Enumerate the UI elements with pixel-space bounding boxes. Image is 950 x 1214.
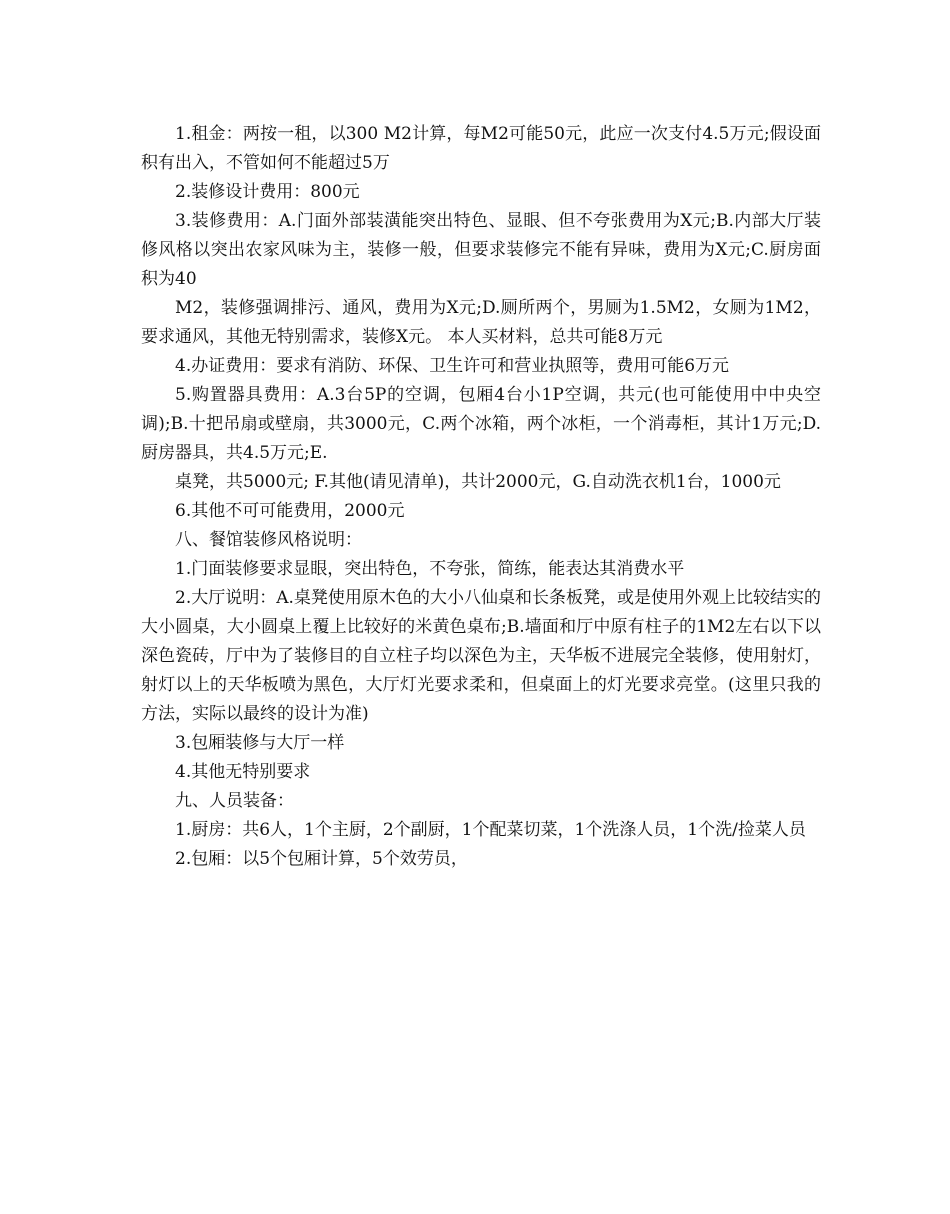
- paragraph-other-fee: 6.其他不可可能费用，2000元: [175, 501, 405, 521]
- paragraph-renovation-fee: 3.装修费用：A.门面外部装潢能突出特色、显眼、但不夸张费用为X元;B.内部大厅装修风格以突出农家风味为主，装修一般，但要求装修完不能有异味，费用为X元;C.厨房面积为40: [141, 211, 821, 289]
- paragraph-equipment-fee-cont: 桌凳，共5000元; F.其他(请见清单)，共计2000元，G.自动洗衣机1台，1000元: [175, 472, 781, 492]
- paragraph-kitchen-staff: 1.厨房：共6人，1个主厨，2个副厨，1个配菜切菜，1个洗涤人员，1个洗/捡菜人员: [175, 820, 806, 840]
- section-heading-staff: 九、人员装备：: [175, 791, 294, 811]
- paragraph-equipment-fee: 5.购置器具费用：A.3台5P的空调，包厢4台小1P空调，共元(也可能使用中中央空调);B.十把吊扇或壁扇，共3000元，C.两个冰箱，两个冰柜，一个消毒柜，其计1万元;D.厨房器具，共4.5万元;E.: [141, 385, 821, 463]
- paragraph-other-requirements: 4.其他无特别要求: [175, 762, 311, 782]
- paragraph-private-rooms: 3.包厢装修与大厅一样: [175, 733, 345, 753]
- paragraph-hall: 2.大厅说明：A.桌凳使用原木色的大小八仙桌和长条板凳，或是使用外观上比较结实的大小圆桌，大小圆桌上覆上比较好的米黄色桌布;B.墙面和厅中原有柱子的1M2左右以下以深色瓷砖，厅中为了装修目的自立柱子均以深色为主，天华板不进展完全装修，使用射灯，射灯以上的天华板喷为黑色，大厅灯光要求柔和，但桌面上的灯光要求亮堂。(这里只我的方法，实际以最终的设计为准): [141, 588, 821, 724]
- paragraph-rent: 1.租金：两按一租，以300 M2计算，每M2可能50元，此应一次支付4.5万元;假设面积有出入，不管如何不能超过5万: [141, 124, 821, 173]
- section-heading-style: 八、餐馆装修风格说明：: [175, 530, 362, 550]
- paragraph-facade: 1.门面装修要求显眼，突出特色，不夸张，简练，能表达其消费水平: [175, 559, 685, 579]
- paragraph-room-staff: 2.包厢：以5个包厢计算，5个效劳员，: [175, 849, 468, 869]
- document-body: [141, 120, 821, 874]
- paragraph-license-fee: 4.办证费用：要求有消防、环保、卫生许可和营业执照等，费用可能6万元: [175, 356, 730, 376]
- paragraph-renovation-fee-cont: M2，装修强调排污、通风，费用为X元;D.厕所两个，男厕为1.5M2，女厕为1M2，要求通风，其他无特别需求，装修X元。 本人买材料，总共可能8万元: [141, 298, 821, 347]
- paragraph-design-fee: 2.装修设计费用：800元: [175, 182, 360, 202]
